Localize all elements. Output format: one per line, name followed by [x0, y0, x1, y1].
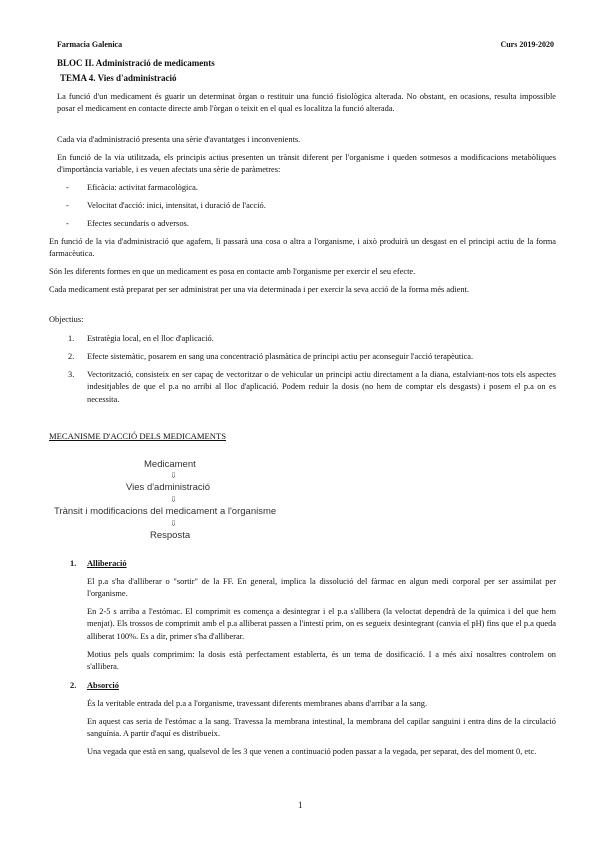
list-number: 3. [68, 370, 75, 379]
intro-paragraph-2: Cada via d'administració presenta una sèrie d'avantatges i inconvenients. [57, 135, 301, 144]
absorcio-paragraph-2: En aquest cas seria de l'estómac a la sang. Travessa la membrana intestinal, la membrana del capilar sanguini i entra dins de la circulació sanguínia. A partir d'aquí es distribueix. [87, 717, 556, 739]
bullet-dash: - [66, 183, 69, 192]
diagram-step-transit: Trànsit i modificacions del medicament a l'organisme [54, 506, 277, 517]
absorcio-paragraph-1: És la veritable entrada del p.a a l'organisme, travessant diferents membranes abans d'arribar a la sang. [87, 699, 428, 708]
arrow-down-icon: ⇩ [170, 519, 177, 528]
paragraph-preparat: Cada medicament està preparat per ser administrat per una via determinada i per exercir la seva acció de la forma més adient. [49, 285, 469, 294]
objective-item: Estratègia local, en el lloc d'aplicació. [87, 334, 214, 343]
intro-paragraph-1: La funció d'un medicament és guarir un determinat òrgan o restituir una funció fisiològica alterada. No obstant, en ocasions, resulta impossible posar el medicament en contacte directe amb l'òrgan o teixit en el qual es localitza la funció alterada. [57, 92, 556, 114]
header-right: Curs 2019-2020 [500, 40, 554, 49]
intro-paragraph-3: En funció de la via utilitzada, els principis actius presenten un trànsit diferent per l'organisme i queden sotmesos a modificacions metabòliques d'importància variable, i es veuen afectats una sèrie de paràmetres: [57, 153, 556, 175]
section-number: 2. [70, 681, 77, 690]
page-number: 1 [298, 800, 303, 810]
alliberacio-paragraph-1: El p.a s'ha d'alliberar o "sortir" de la FF. En general, implica la dissolució del fàrmac en algun medi corporal per ser assimilat per l'organisme. [87, 577, 556, 599]
section-number: 1. [70, 559, 77, 568]
section-heading: MECANISME D'ACCIÓ DELS MEDICAMENTS [49, 431, 227, 441]
alliberacio-paragraph-3: Motius pels quals comprimim: la dosis està perfectament establerta, és un tema de dosificació. I a més així nosaltres controlem on s'allibera. [87, 650, 556, 672]
section-title-absorcio: Absorció [87, 681, 119, 690]
objective-item: Efecte sistemàtic, posarem en sang una concentració plasmàtica de principi actiu per aconseguir l'acció terapèutica. [87, 352, 474, 361]
diagram-step-medicament: Medicament [144, 459, 196, 470]
objectius-label: Objectius: [49, 315, 84, 324]
parameter-item: Velocitat d'acció: inici, intensitat, i duració de l'acció. [87, 201, 266, 210]
bullet-dash: - [66, 219, 69, 228]
arrow-down-icon: ⇩ [170, 495, 177, 504]
list-number: 2. [68, 352, 75, 361]
diagram-step-vies: Vies d'administració [126, 482, 211, 493]
paragraph-formes: Són les diferents formes en que un medicament es posa en contacte amb l'organisme per exercir el seu efecte. [49, 267, 416, 276]
objective-item: Vectorització, consisteix en ser capaç de vectoritzar o de vehicular un principi actiu directament a la diana, estalviant-nos tots els aspectes indesitjables de que el p.a no arribi al lloc d'aplicació. Podem reduir la dosis (no hem de comptar els desgasts) i posem el p.a on es necessita. [87, 370, 556, 404]
parameter-item: Efectes secundaris o adversos. [87, 219, 189, 228]
bloc-title: BLOC II. Administració de medicaments [57, 58, 215, 68]
parameter-item: Eficàcia: activitat farmacològica. [87, 183, 198, 192]
bullet-dash: - [66, 201, 69, 210]
list-number: 1. [68, 334, 75, 343]
paragraph-desgast: En funció de la via d'administració que agafem, li passarà una cosa o altra a l'organisme, i això produirà un desgast en el principi actiu de la forma farmacèutica. [49, 237, 556, 259]
header-left: Farmacia Galenica [57, 40, 123, 49]
alliberacio-paragraph-2: En 2-5 s arriba a l'estómac. El comprimit es comença a desintegrar i el p.a s'allibera (la veloctat dependrà de la química i del que hem menjat). Els trossos de comprimit amb el p.a alliberat passen a l'intestí prim, on es segueix desintegrant (canvia el pH) fins que el p.a queda alliberat 100%. Es a dir, primer s'ha d'alliberar. [87, 607, 556, 641]
diagram-step-resposta: Resposta [150, 530, 191, 541]
arrow-down-icon: ⇩ [170, 471, 177, 480]
section-title-alliberacio: Alliberació [87, 559, 127, 568]
absorcio-paragraph-3: Una vegada que està en sang, qualsevol de les 3 que venen a continuació poden passar a la vegada, per separat, des del moment 0, etc. [87, 747, 537, 756]
tema-title: TEMA 4. Vies d'administració [60, 73, 177, 83]
